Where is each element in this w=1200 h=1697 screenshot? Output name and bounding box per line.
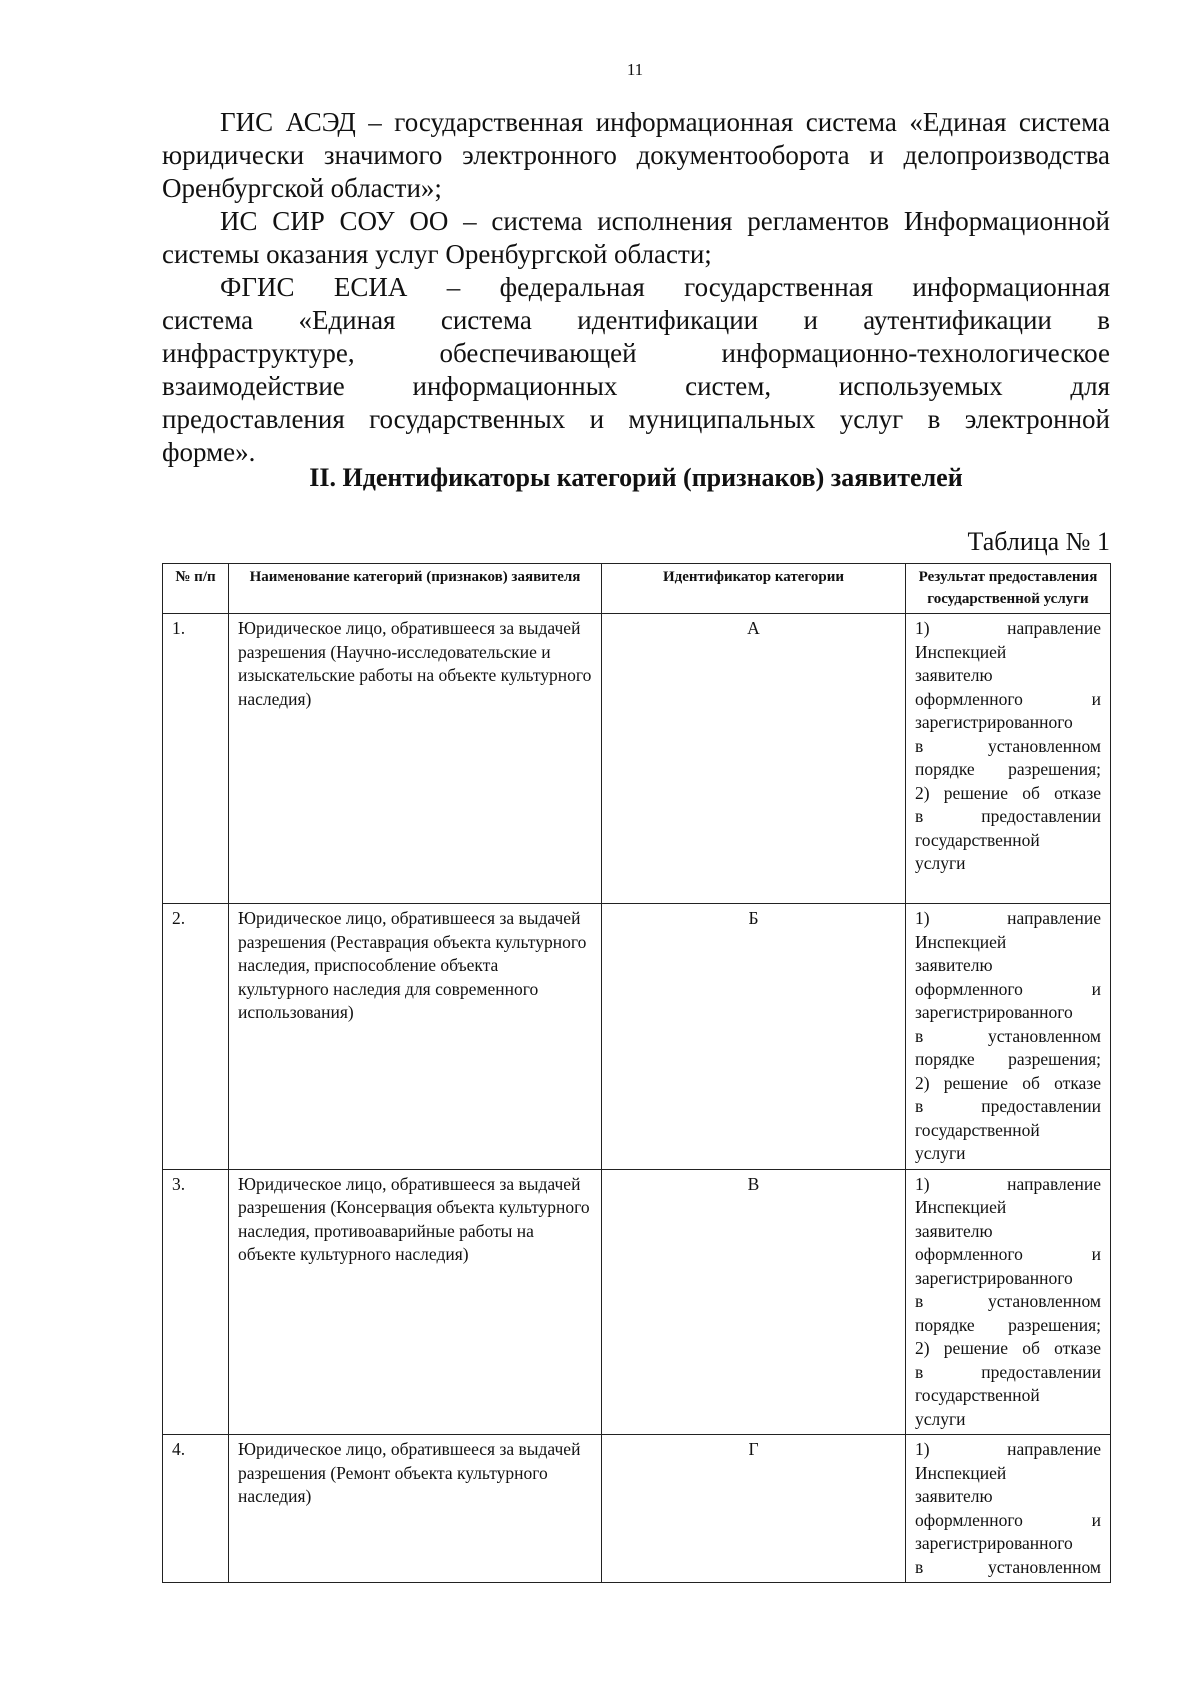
result-line: услуги [915, 853, 966, 873]
result-line: порядке разрешения; [915, 1314, 1101, 1335]
table-row [163, 614, 1111, 904]
table-header-row [163, 564, 1111, 614]
row-category-name: Юридическое лицо, обратившееся за выдачей разрешения (Ремонт объекта культурного наследия) [229, 1435, 602, 1583]
row-number: 2. [163, 904, 229, 1170]
result-line: услуги [915, 1408, 966, 1429]
result-line: заявителю [915, 1220, 993, 1241]
intro-text [162, 106, 1110, 469]
section-title: II. Идентификаторы категорий (признаков) заявителей [309, 463, 963, 492]
result-line: 2) решение об отказе [915, 1072, 1101, 1093]
result-line: государственной [915, 1385, 1040, 1405]
definition-is-sir-sou-oo: ИС СИР СОУ ОО – система исполнения регламентов Информационной системы оказания услуг Оренбургской области; [162, 206, 1110, 269]
result-line: Инспекцией [915, 1197, 1007, 1217]
result-line: 1) направление [915, 908, 1101, 928]
row-category-id: В [602, 1169, 906, 1435]
definition-gis-ased: ГИС АСЭД – государственная информационная система «Единая система юридически значимого электронного документооборота и делопроизводства Оренбургской области»; [162, 107, 1110, 203]
result-line: государственной [915, 829, 1040, 850]
row-result [906, 1435, 1111, 1583]
row-number: 4. [163, 1435, 229, 1583]
result-line: государственной [915, 1119, 1040, 1140]
row-category-name: Юридическое лицо, обратившееся за выдачей разрешения (Консервация объекта культурного наследия, противоаварийные работы на объекте культурного наследия) [229, 1169, 602, 1435]
row-number: 3. [163, 1169, 229, 1435]
result-line: оформленного и [915, 978, 1101, 999]
result-line: Инспекцией [915, 931, 1007, 952]
row-category-name: Юридическое лицо, обратившееся за выдачей разрешения (Научно-исследовательские и изыскательские работы на объекте культурного наследия) [229, 614, 602, 904]
page-number: 11 [626, 60, 644, 79]
header-category-name: Наименование категорий (признаков) заявителя [229, 564, 602, 614]
result-line: 2) решение об отказе [915, 1338, 1101, 1358]
result-line: зарегистрированного [915, 1533, 1073, 1553]
result-line: в установленном [915, 1556, 1101, 1577]
row-category-id: А [602, 614, 906, 904]
result-line: оформленного и [915, 688, 1101, 709]
result-line: 2) решение об отказе [915, 782, 1101, 803]
result-line: в предоставлении [915, 1096, 1101, 1116]
header-result: Результат предоставления государственной услуги [906, 564, 1111, 614]
result-line: в предоставлении [915, 1361, 1101, 1382]
result-line: порядке разрешения; [915, 759, 1101, 779]
header-category-id: Идентификатор категории [602, 564, 906, 614]
result-line: зарегистрированного [915, 712, 1073, 732]
result-line: Инспекцией [915, 1462, 1007, 1483]
table-row [163, 904, 1111, 1170]
table-row [163, 1435, 1111, 1583]
result-line: 1) направление [915, 618, 1101, 638]
applicant-categories-table [162, 563, 1111, 1583]
row-category-name: Юридическое лицо, обратившееся за выдачей разрешения (Реставрация объекта культурного наследия, приспособление объекта культурного наследия для современного использования) [229, 904, 602, 1170]
row-result [906, 614, 1111, 904]
row-number: 1. [163, 614, 229, 904]
row-result [906, 904, 1111, 1170]
result-line: в установленном [915, 1025, 1101, 1046]
row-category-id: Г [602, 1435, 906, 1583]
result-line: Инспекцией [915, 641, 1007, 662]
result-line: заявителю [915, 665, 993, 685]
result-line: оформленного и [915, 1509, 1101, 1530]
result-line: заявителю [915, 1486, 993, 1506]
row-result [906, 1169, 1111, 1435]
result-line: порядке разрешения; [915, 1049, 1101, 1069]
result-line: 1) направление [915, 1173, 1101, 1194]
table-row [163, 1169, 1111, 1435]
result-line: 1) направление [915, 1439, 1101, 1459]
definition-fgis-esia: ФГИС ЕСИА – федеральная государственная информационная система «Единая система идентификации и аутентификации в инфраструктуре, обеспечивающей информационно-технологическое взаимодействие информационных систем, используемых для предоставления государственных и муниципальных услуг в электронной форме». [162, 272, 1110, 467]
table-label: Таблица № 1 [967, 527, 1110, 556]
result-line: заявителю [915, 955, 993, 975]
result-line: услуги [915, 1143, 966, 1163]
header-number: № п/п [163, 564, 229, 614]
result-line: оформленного и [915, 1244, 1101, 1264]
row-category-id: Б [602, 904, 906, 1170]
result-line: в установленном [915, 735, 1101, 756]
result-line: в предоставлении [915, 806, 1101, 826]
result-line: зарегистрированного [915, 1002, 1073, 1022]
result-line: в установленном [915, 1291, 1101, 1311]
result-line: зарегистрированного [915, 1267, 1073, 1288]
